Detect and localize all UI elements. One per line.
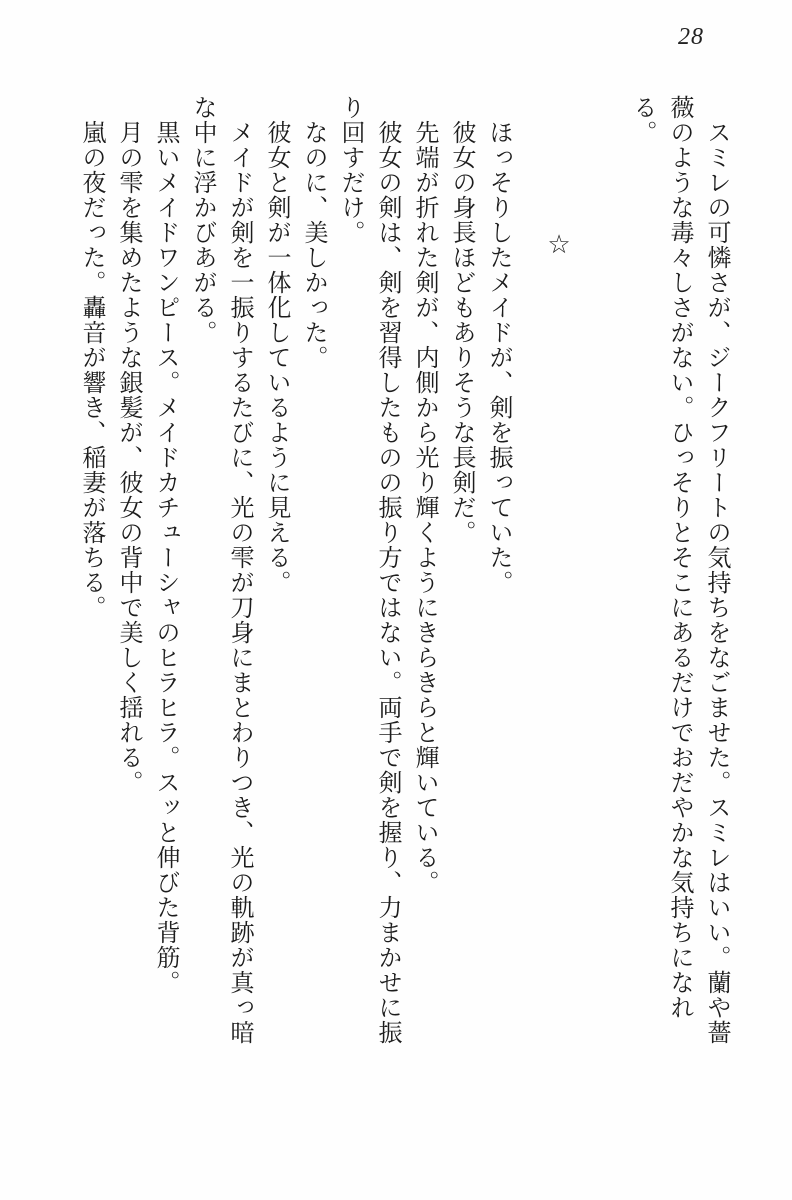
paragraph: 月の雫を集めたような銀髪が、彼女の背中で美しく揺れる。 <box>115 120 141 795</box>
paragraph: 彼女の身長ほどもありそうな長剣だ。 <box>448 120 474 545</box>
paragraph: 彼女と剣が一体化しているように見える。 <box>263 120 289 595</box>
paragraph: メイドが剣を一振りするたびに、光の雫が刀身にまとわりつき、光の軌跡が真っ暗な中に浮かびあがる。 <box>189 95 252 1045</box>
paragraph: スミレの可憐さが、ジークフリートの気持ちをなごませた。スミレはいい。蘭や薔薇のような毒々しさがない。ひっそりとそこにあるだけでおだやかな気持ちになれる。 <box>629 95 729 1045</box>
scene-divider-star: ☆ <box>545 230 574 261</box>
paragraph: ほっそりしたメイドが、剣を振っていた。 <box>485 120 511 595</box>
paragraph: 黒いメイドワンピース。メイドカチューシャのヒラヒラ。スッと伸びた背筋。 <box>152 120 178 995</box>
paragraph: なのに、美しかった。 <box>300 120 326 370</box>
paragraph: 先端が折れた剣が、内側から光り輝くようにきらきらと輝いている。 <box>411 120 437 895</box>
paragraph: 彼女の剣は、剣を習得したものの振り方ではない。両手で剣を握り、力まかせに振り回すだけ。 <box>337 95 400 1045</box>
page-number: 28 <box>678 24 704 50</box>
paragraph: 嵐の夜だった。轟音が響き、稲妻が落ちる。 <box>78 120 104 620</box>
text-block <box>72 95 734 1053</box>
